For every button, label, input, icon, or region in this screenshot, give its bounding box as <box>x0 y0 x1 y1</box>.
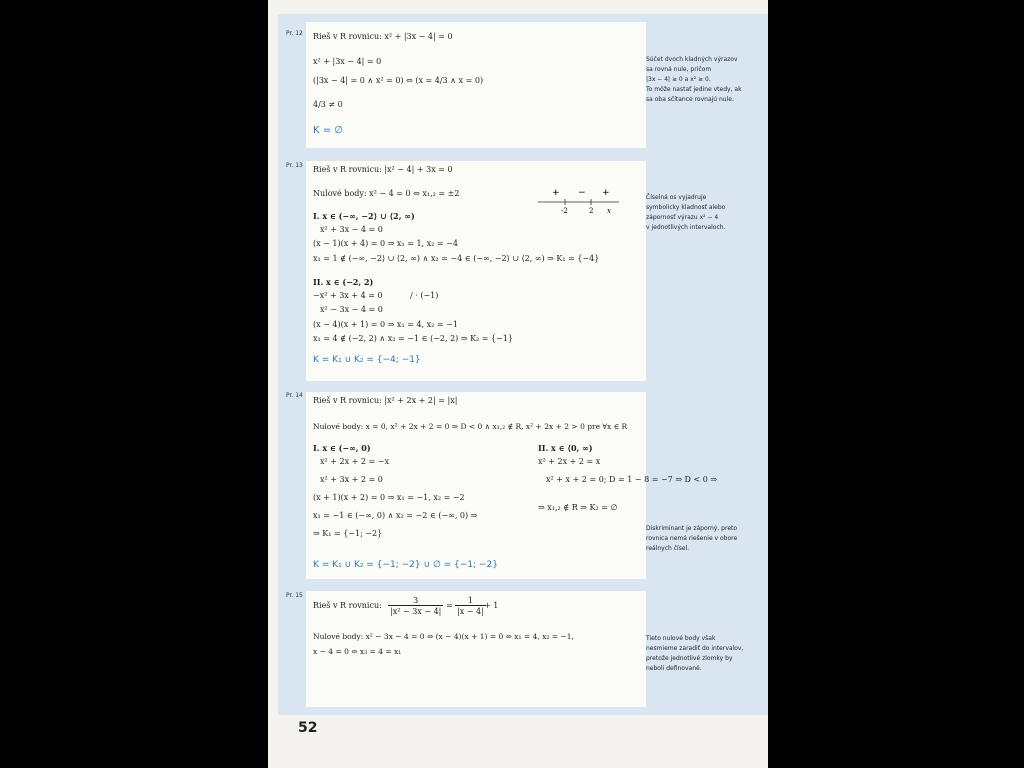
example-14-note <box>646 524 737 554</box>
sign-plus-left: + <box>552 188 560 198</box>
example-14-case-1-line: x² + 2x + 2 = −x <box>320 457 389 466</box>
example-12-line-1: x² + |3x − 4| = 0 <box>313 57 382 66</box>
example-14-case-1-title: I. x ∈ (−∞, 0) <box>313 443 371 453</box>
example-12-task: Rieš v R rovnicu: x² + |3x − 4| = 0 <box>313 32 453 41</box>
note-line: pretože jednotlivé zlomky by <box>646 655 733 662</box>
tick-label-minus-two: -2 <box>561 207 568 215</box>
result-prefix: K = K₁ ∪ K₂ = <box>313 355 377 365</box>
example-12-note <box>646 55 742 105</box>
example-13-note <box>646 193 725 233</box>
example-12-line-2: (|3x − 4| = 0 ∧ x² = 0) ⇔ (x = 4/3 ∧ x = 0) <box>313 76 484 85</box>
fraction-numerator: 1 <box>467 596 473 605</box>
page-number: 52 <box>298 720 318 736</box>
note-line: sa rovná nule, pričom <box>646 66 712 73</box>
example-14-result <box>313 561 498 570</box>
note-line: Číselná os vyjadruje <box>646 194 707 201</box>
example-15-note <box>646 634 743 674</box>
sign-number-line <box>535 186 625 216</box>
example-13-case-1-title: I. x ∈ (−∞, −2⟩ ∪ ⟨2, ∞) <box>313 211 415 221</box>
example-14-zeros: Nulové body: x = 0, x² + 2x + 2 = 0 ⇒ D < 0 ∧ x₁,₂ ∉ R, x² + 2x + 2 > 0 pre ∀x ∈ R <box>313 422 628 431</box>
tick-label-two: 2 <box>589 207 594 215</box>
example-13-label: Pr. 13 <box>286 162 303 169</box>
fraction-denominator: |x − 4| <box>457 607 484 616</box>
example-13-zeros: Nulové body: x² − 4 = 0 ⇔ x₁,₂ = ±2 <box>313 189 460 198</box>
note-line: zápornosť výrazu x² − 4 <box>646 214 719 221</box>
example-12-line-3: 4/3 ≠ 0 <box>313 100 343 109</box>
example-15-fraction-2 <box>455 596 486 616</box>
example-14-case-1-line: ⇒ K₁ = {−1; −2} <box>313 529 383 538</box>
result-set: {−1; −2} <box>454 560 498 570</box>
sign-minus-middle: − <box>578 188 586 198</box>
result-prefix: K = K₁ ∪ K₂ = {−1; −2} ∪ ∅ = <box>313 560 455 570</box>
note-line: nesmieme zaradiť do intervalov, <box>646 645 744 652</box>
note-line: reálnych čísel. <box>646 545 690 552</box>
note-line: rovnica nemá riešenie v obore <box>646 535 738 542</box>
note-line: Súčet dvoch kladných výrazov <box>646 56 738 63</box>
example-13-case-2-line: (x − 4)(x + 1) = 0 ⇒ x₁ = 4, x₂ = −1 <box>313 320 458 329</box>
example-14-case-2-line: x² + x + 2 = 0; D = 1 − 8 = −7 ⇒ D < 0 ⇒ <box>546 475 718 484</box>
example-13-case-2-operation: / · (−1) <box>410 291 439 300</box>
example-13-task: Rieš v R rovnicu: |x² − 4| + 3x = 0 <box>313 165 453 174</box>
example-12-result: K = ∅ <box>313 125 344 136</box>
sign-plus-right: + <box>602 188 610 198</box>
example-13-case-2-title: II. x ∈ (−2, 2) <box>313 277 374 287</box>
note-line: Tieto nulové body však <box>646 635 716 642</box>
example-13-case-1-line: x² + 3x − 4 = 0 <box>320 225 383 234</box>
fraction-numerator: 3 <box>413 596 419 605</box>
example-13-case-1-line: (x − 1)(x + 4) = 0 ⇒ x₁ = 1, x₂ = −4 <box>313 239 458 248</box>
example-14-case-2-line: x² + 2x + 2 = x <box>538 457 601 466</box>
note-line: |3x − 4| ≥ 0 a x² ≥ 0. <box>646 76 711 83</box>
example-15-line: x − 4 = 0 ⇔ x₃ = 4 = x₁ <box>313 647 402 656</box>
example-14-case-1-line: x₁ = −1 ∈ (−∞, 0) ∧ x₂ = −2 ∈ (−∞, 0) ⇒ <box>313 511 478 520</box>
note-line: symbolicky kladnosť alebo <box>646 204 726 211</box>
example-13-case-1-line: x₁ = 1 ∉ (−∞, −2⟩ ∪ ⟨2, ∞) ∧ x₂ = −4 ∈ (−∞, −2⟩ ∪ ⟨2, ∞) ⇒ K₁ = {−4} <box>313 254 600 263</box>
example-14-case-1-line: x² + 3x + 2 = 0 <box>320 475 383 484</box>
result-set: {−4; −1} <box>376 355 421 365</box>
example-15-line: Nulové body: x² − 3x − 4 = 0 ⇔ (x − 4)(x + 1) = 0 ⇔ x₁ = 4, x₂ = −1, <box>313 632 574 641</box>
example-13-result <box>313 356 421 365</box>
example-14-case-1-line: (x + 1)(x + 2) = 0 ⇒ x₁ = −1, x₂ = −2 <box>313 493 465 502</box>
example-15-label: Pr. 15 <box>286 592 303 599</box>
fraction-denominator: |x² − 3x − 4| <box>390 607 442 616</box>
example-15-task-prefix: Rieš v R rovnicu: <box>313 601 382 610</box>
equals-sign: = <box>446 601 453 610</box>
example-12-label: Pr. 12 <box>286 30 303 37</box>
example-13-case-2-line: x² − 3x − 4 = 0 <box>320 305 383 314</box>
note-line: sa oba sčítance rovnajú nule. <box>646 96 734 103</box>
example-14-case-2-line: ⇒ x₁,₂ ∉ R ⇒ K₂ = ∅ <box>538 503 618 512</box>
note-line: neboli definované. <box>646 665 702 672</box>
example-15-task-suffix: + 1 <box>484 601 499 610</box>
note-line: Diskriminant je záporný, preto <box>646 525 738 532</box>
note-line: v jednotlivých intervaloch. <box>646 224 726 231</box>
note-line: To môže nastať jedine vtedy, ak <box>646 86 742 93</box>
axis-variable: x <box>607 207 611 215</box>
example-14-label: Pr. 14 <box>286 392 303 399</box>
example-13-case-2-line: −x² + 3x + 4 = 0 <box>313 291 383 300</box>
example-14-task: Rieš v R rovnicu: |x² + 2x + 2| = |x| <box>313 396 458 405</box>
example-15-fraction-1 <box>388 596 443 616</box>
example-13-case-2-line: x₁ = 4 ∉ (−2, 2) ∧ x₂ = −1 ∈ (−2, 2) ⇒ K₂ = {−1} <box>313 334 514 343</box>
example-14-box <box>306 392 646 579</box>
example-14-case-2-title: II. x ∈ ⟨0, ∞) <box>538 443 593 453</box>
